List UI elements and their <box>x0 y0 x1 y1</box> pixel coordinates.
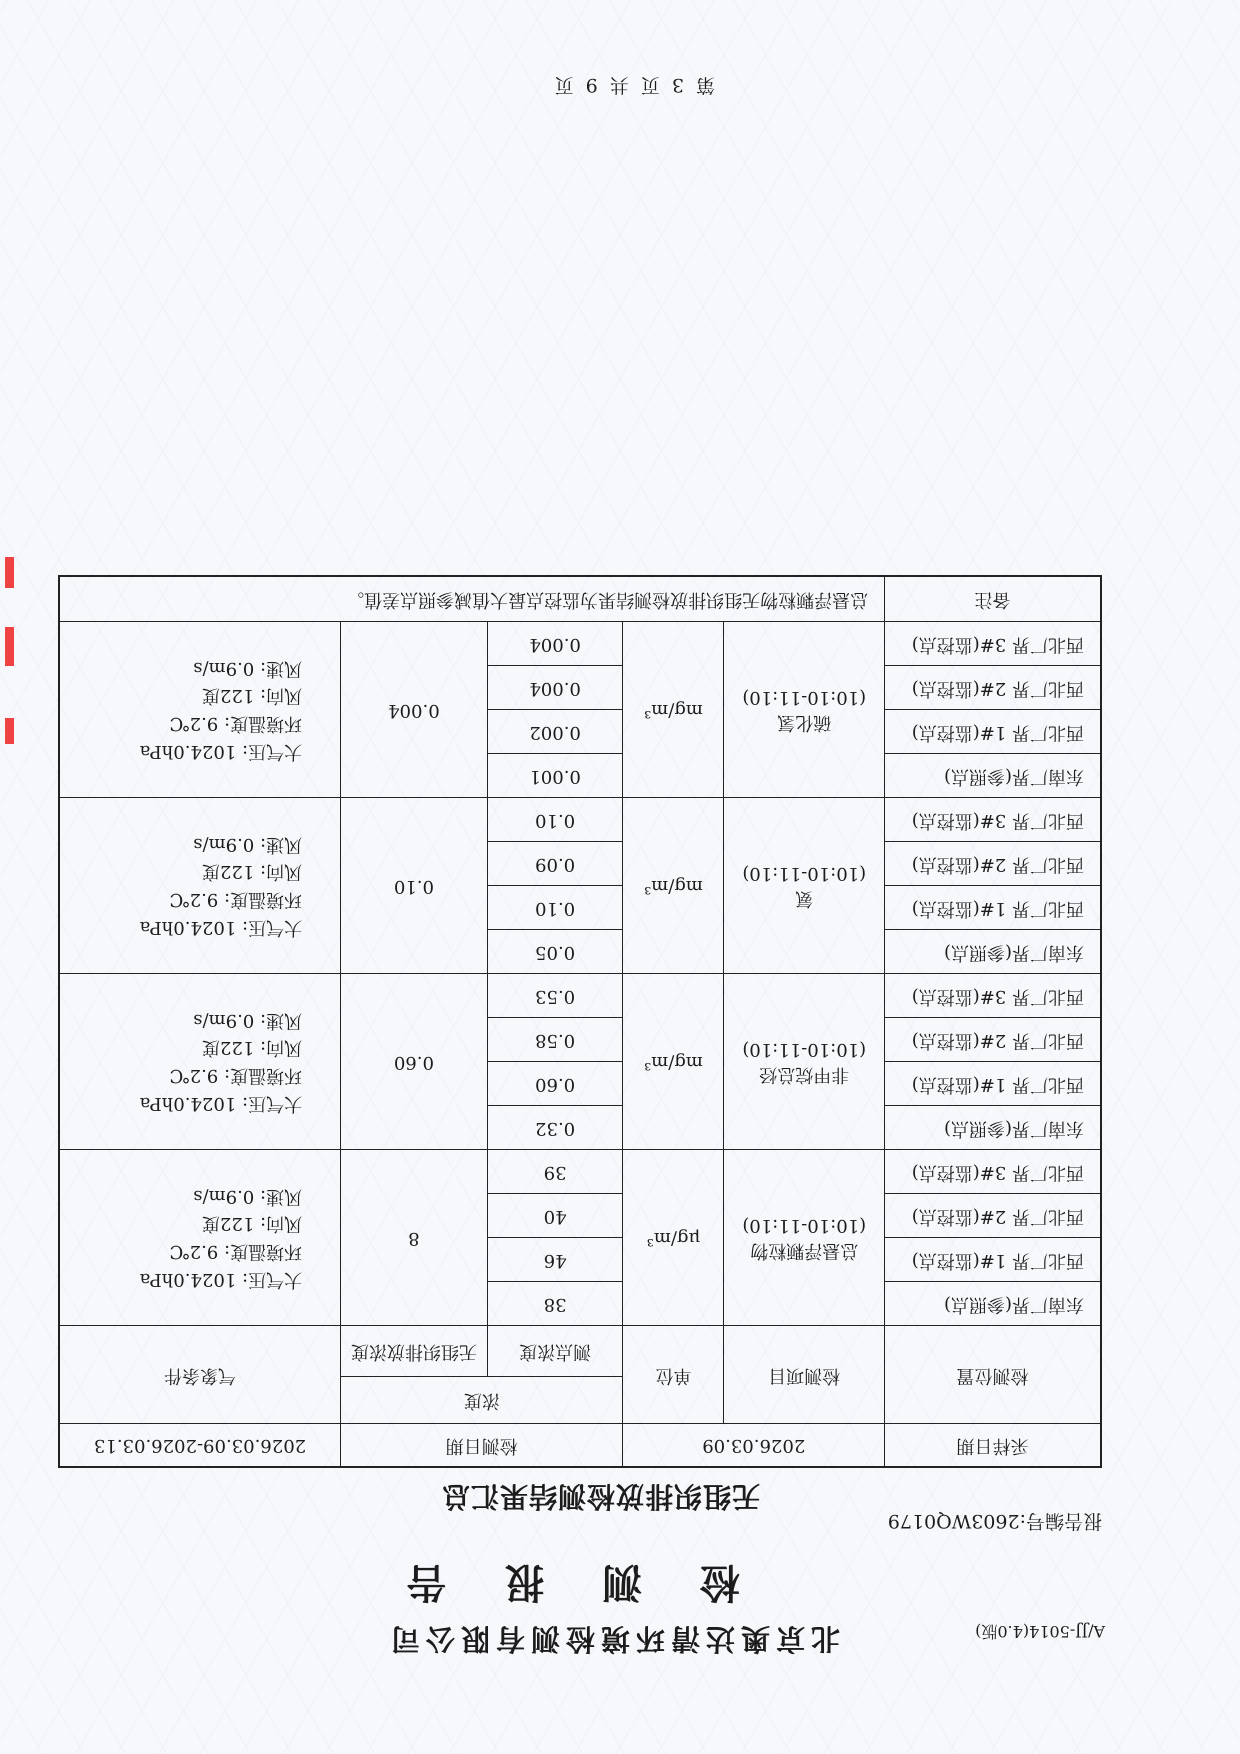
weather-pressure: 大气压: 1024.0hPa <box>139 741 303 763</box>
position-cell: 西北厂界 3#(监控点) <box>885 1150 1101 1194</box>
weather-wind-speed: 风速: 0.9m/s <box>193 1185 303 1207</box>
remark-text: 总悬浮颗粒物无组织排放检测结果为监控点最大值减参照点差值。 <box>59 576 885 622</box>
unit-cell: mg/m³ <box>623 622 724 798</box>
item-time: (10:10-11:10) <box>742 1215 867 1237</box>
item-time: (10:10-11:10) <box>742 687 867 709</box>
position-cell: 西北厂界 2#(监控点) <box>885 842 1101 886</box>
weather-temperature: 环境温度: 9.2℃ <box>169 713 303 735</box>
position-cell: 西北厂界 1#(监控点) <box>885 1238 1101 1282</box>
position-cell: 东南厂界(参照点) <box>885 1106 1101 1150</box>
sampling-date-value: 2026.03.09 <box>623 1424 885 1468</box>
table-row <box>59 930 1101 974</box>
point-value: 38 <box>487 1282 623 1326</box>
header-row <box>59 1377 1101 1424</box>
item-time: (10:10-11:10) <box>742 863 867 885</box>
position-cell: 东南厂界(参照点) <box>885 930 1101 974</box>
weather-wind-direction: 风向: 122度 <box>201 861 303 883</box>
position-cell: 西北厂界 3#(监控点) <box>885 622 1101 666</box>
item-name: 非甲烷总烃 <box>759 1063 850 1085</box>
date-row <box>59 1424 1101 1468</box>
unit-header: 单位 <box>623 1326 724 1424</box>
position-cell: 西北厂界 1#(监控点) <box>885 710 1101 754</box>
remark-label: 备注 <box>885 576 1101 622</box>
item-cell <box>724 622 885 798</box>
weather-pressure: 大气压: 1024.0hPa <box>139 917 303 939</box>
position-cell: 西北厂界 2#(监控点) <box>885 1018 1101 1062</box>
position-cell: 东南厂界(参照点) <box>885 1282 1101 1326</box>
section-title: 无组织排放检测结果汇总 <box>440 1480 760 1513</box>
position-cell: 西北厂界 3#(监控点) <box>885 974 1101 1018</box>
table-row <box>59 754 1101 798</box>
fugitive-value: 0.10 <box>341 798 488 974</box>
weather-cell <box>59 1150 341 1326</box>
point-value: 0.004 <box>487 666 623 710</box>
unit-cell: mg/m³ <box>623 798 724 974</box>
point-value: 0.60 <box>487 1062 623 1106</box>
weather-pressure: 大气压: 1024.0hPa <box>139 1093 303 1115</box>
item-name: 硫化氢 <box>777 711 832 733</box>
point-value: 39 <box>487 1150 623 1194</box>
weather-temperature: 环境温度: 9.2℃ <box>169 1065 303 1087</box>
page-number: 第 3 页 共 9 页 <box>551 74 715 96</box>
form-code: A/JJ-5014(4.0版) <box>975 1622 1105 1641</box>
item-name: 总悬浮颗粒物 <box>750 1239 859 1261</box>
point-value: 0.58 <box>487 1018 623 1062</box>
item-header: 检测项目 <box>724 1326 885 1424</box>
position-cell: 东南厂界(参照点) <box>885 754 1101 798</box>
point-value: 0.004 <box>487 622 623 666</box>
fugitive-value: 0.004 <box>341 622 488 798</box>
point-value: 40 <box>487 1194 623 1238</box>
weather-temperature: 环境温度: 9.2℃ <box>169 1241 303 1263</box>
weather-wind-direction: 风向: 122度 <box>201 1037 303 1059</box>
weather-wind-speed: 风速: 0.9m/s <box>193 833 303 855</box>
company-name: 北京奥达清环境检测有限公司 <box>384 1622 840 1656</box>
concentration-header: 浓度 <box>341 1377 623 1424</box>
point-value: 0.10 <box>487 798 623 842</box>
item-cell <box>724 974 885 1150</box>
weather-cell <box>59 622 341 798</box>
table-row <box>59 1282 1101 1326</box>
item-name: 氨 <box>795 887 814 909</box>
weather-pressure: 大气压: 1024.0hPa <box>139 1269 303 1291</box>
weather-cell <box>59 798 341 974</box>
remark-row <box>59 576 1101 622</box>
fugitive-conc-header: 无组织排放浓度 <box>341 1326 488 1377</box>
item-cell <box>724 1150 885 1326</box>
point-value: 46 <box>487 1238 623 1282</box>
red-margin-mark <box>5 484 14 744</box>
weather-wind-direction: 风向: 122度 <box>201 1213 303 1235</box>
testing-date-label: 检测日期 <box>341 1424 623 1468</box>
point-value: 0.53 <box>487 974 623 1018</box>
report-number: 报告编号:2603WQ0179 <box>887 1510 1102 1532</box>
fugitive-value: 8 <box>341 1150 488 1326</box>
point-value: 0.001 <box>487 754 623 798</box>
results-table <box>58 575 1102 1468</box>
weather-wind-speed: 风速: 0.9m/s <box>193 657 303 679</box>
item-time: (10:10-11:10) <box>742 1039 867 1061</box>
sampling-date-label: 采样日期 <box>885 1424 1101 1468</box>
point-value: 0.002 <box>487 710 623 754</box>
point-value: 0.32 <box>487 1106 623 1150</box>
position-cell: 西北厂界 2#(监控点) <box>885 1194 1101 1238</box>
position-header: 检测位置 <box>885 1326 1101 1424</box>
point-value: 0.05 <box>487 930 623 974</box>
point-conc-header: 测点浓度 <box>487 1326 623 1377</box>
table-row <box>59 1106 1101 1150</box>
point-value: 0.10 <box>487 886 623 930</box>
position-cell: 西北厂界 1#(监控点) <box>885 1062 1101 1106</box>
position-cell: 西北厂界 1#(监控点) <box>885 886 1101 930</box>
report-title: 检 测 报 告 <box>384 1559 740 1606</box>
testing-date-value: 2026.03.09-2026.03.13 <box>59 1424 341 1468</box>
weather-temperature: 环境温度: 9.2℃ <box>169 889 303 911</box>
weather-wind-direction: 风向: 122度 <box>201 685 303 707</box>
weather-cell <box>59 974 341 1150</box>
unit-cell: mg/m³ <box>623 974 724 1150</box>
position-cell: 西北厂界 2#(监控点) <box>885 666 1101 710</box>
unit-cell: μg/m³ <box>623 1150 724 1326</box>
weather-header: 气象条件 <box>59 1326 341 1424</box>
fugitive-value: 0.60 <box>341 974 488 1150</box>
position-cell: 西北厂界 3#(监控点) <box>885 798 1101 842</box>
point-value: 0.09 <box>487 842 623 886</box>
weather-wind-speed: 风速: 0.9m/s <box>193 1009 303 1031</box>
item-cell <box>724 798 885 974</box>
